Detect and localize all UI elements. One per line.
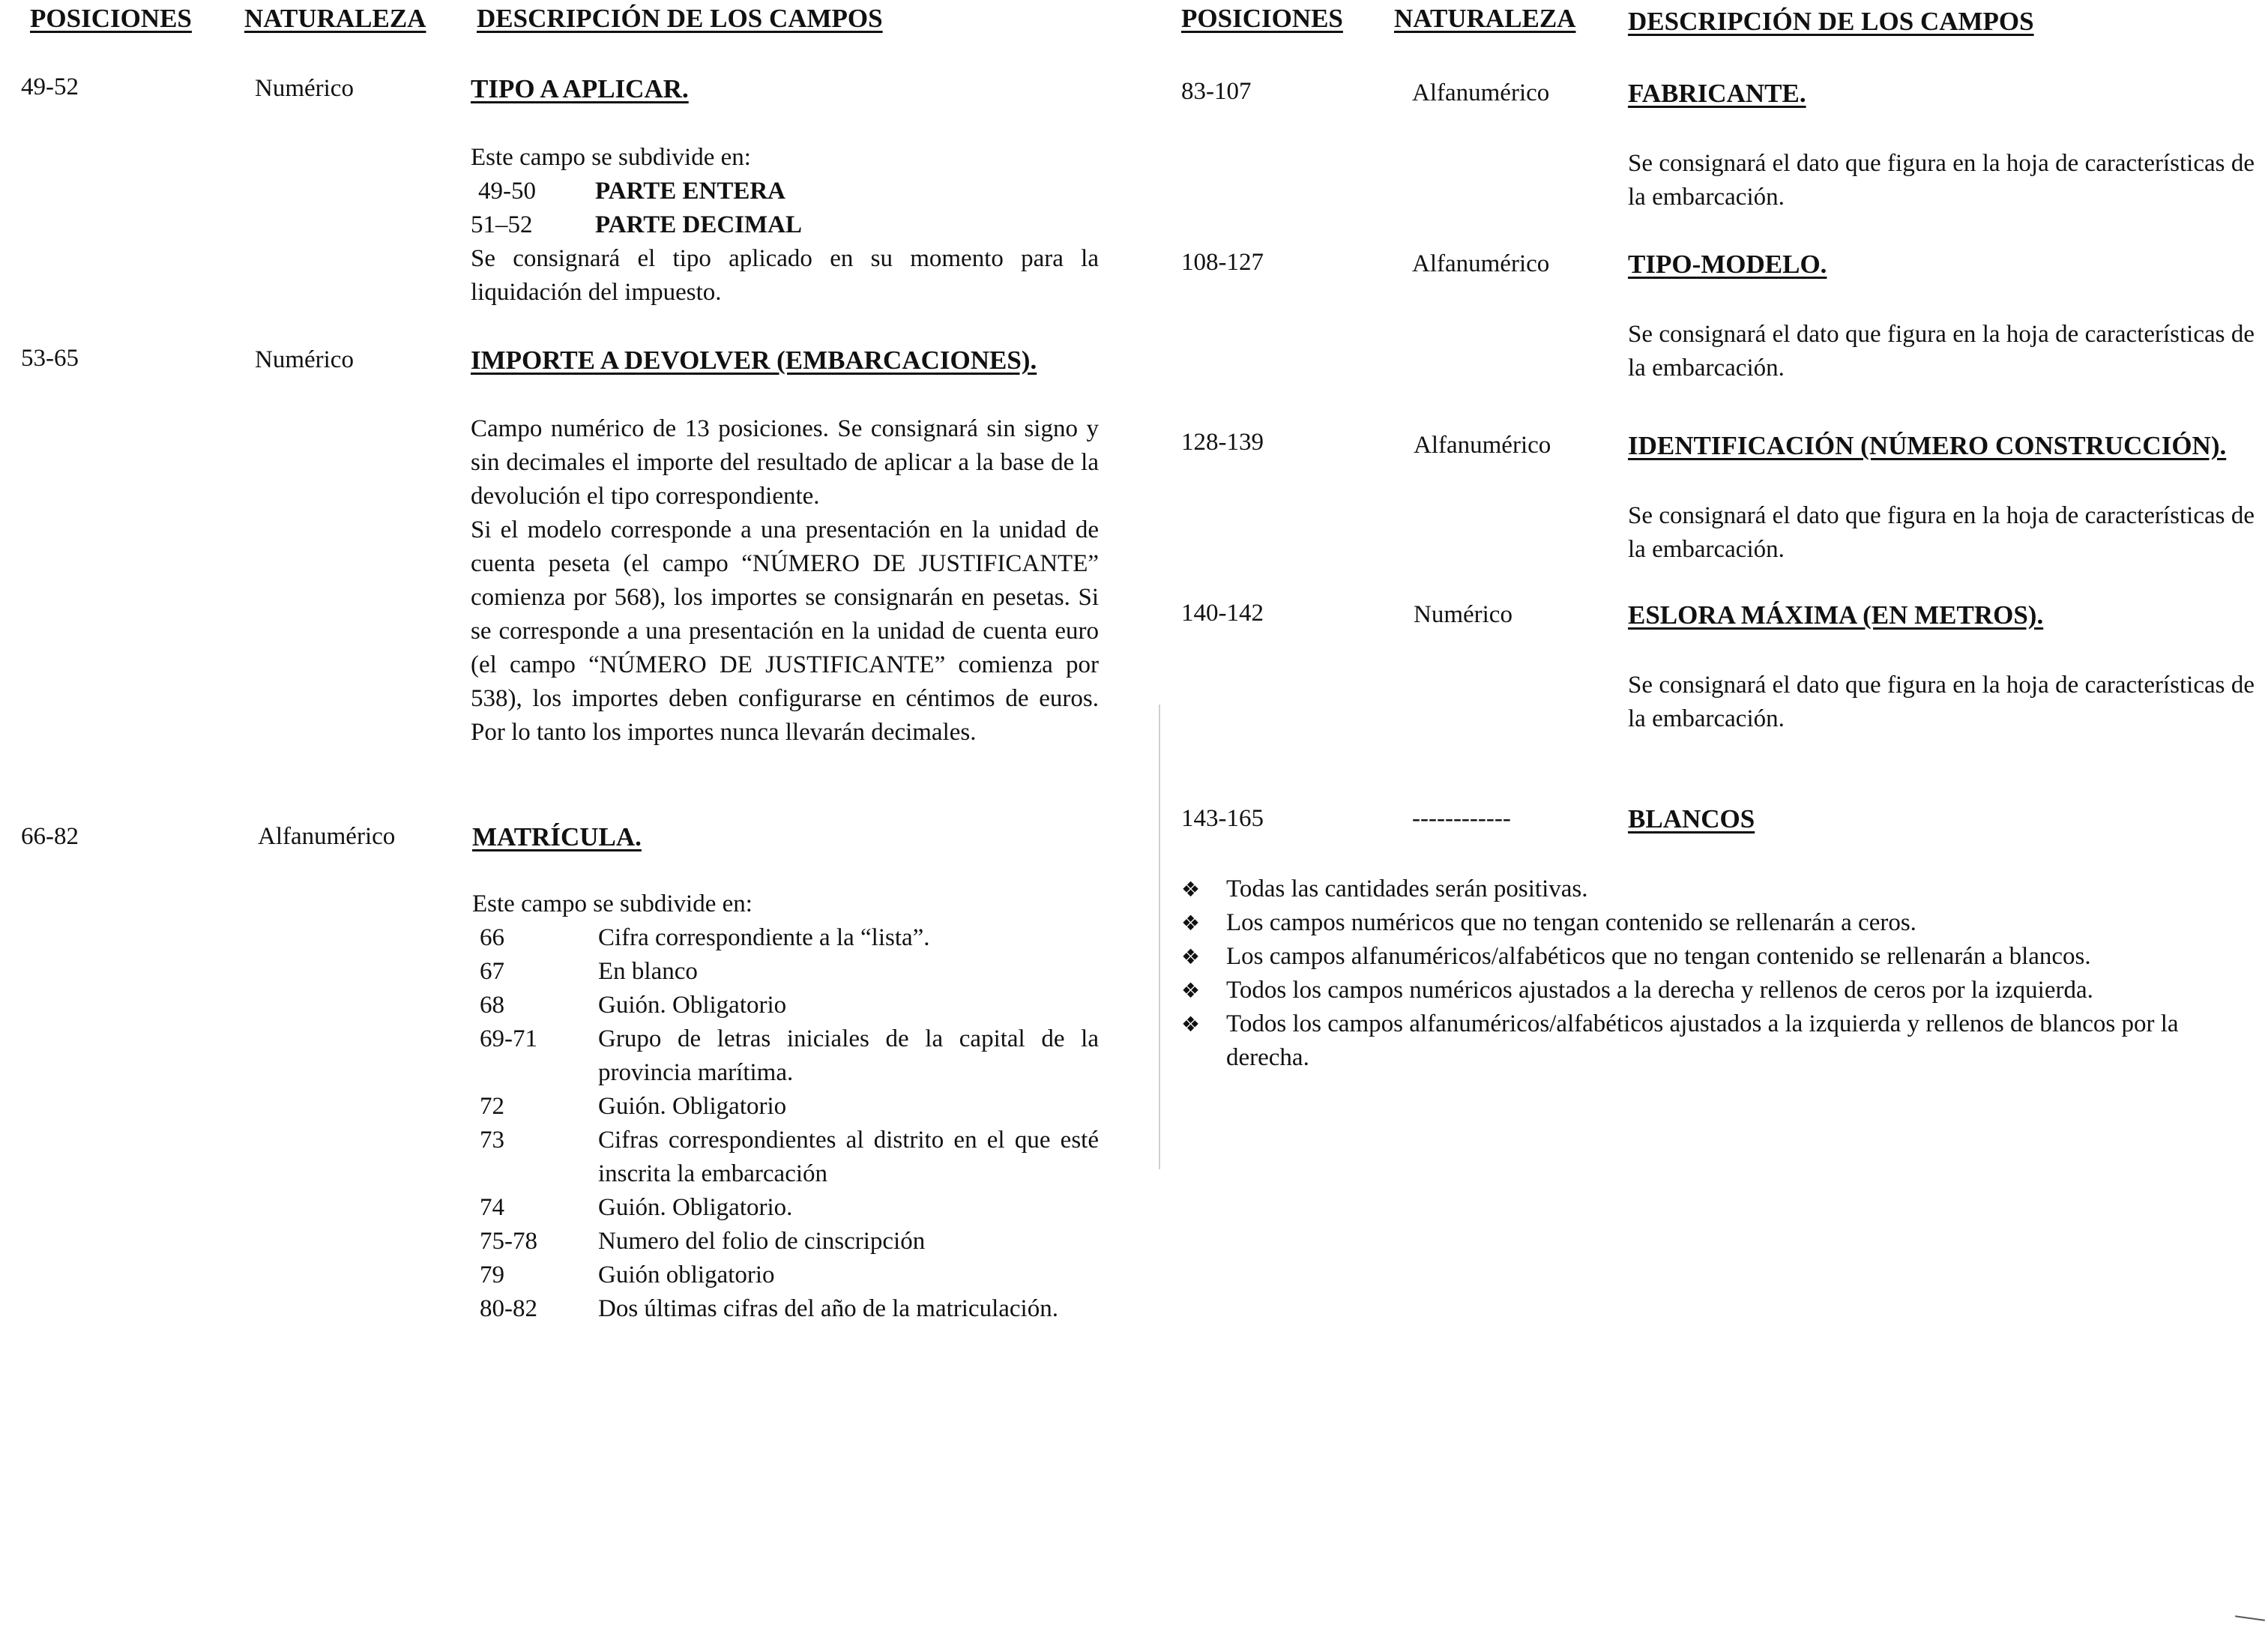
field-description: Se consignará el dato que figura en la hoja de características de la embarcación. <box>1628 502 2255 563</box>
field-positions: 140-142 <box>1181 600 1264 627</box>
field-type: Numérico <box>255 75 354 102</box>
field-type: Alfanumérico <box>1412 250 1550 277</box>
field-title: ESLORA MÁXIMA (EN METROS). <box>1628 600 2044 630</box>
subfield-row: 79 Guión obligatorio <box>480 1261 775 1288</box>
column-divider <box>1159 705 1160 1169</box>
subdivide-intro: Este campo se subdivide en: <box>472 890 753 917</box>
subfield-row: 73 Cifras correspondientes al distrito en el que esté inscrita la embarcación <box>480 1127 1099 1187</box>
header-descripcion: DESCRIPCIÓN DE LOS CAMPOS <box>1628 7 2034 36</box>
field-type: Numérico <box>255 346 354 373</box>
field-type: Numérico <box>1414 601 1512 628</box>
field-description: Se consignará el dato que figura en la hoja de características de la embarcación. <box>1628 150 2255 211</box>
field-type: ------------ <box>1412 805 1511 832</box>
four-diamond-bullet-icon: ❖ <box>1181 944 1201 969</box>
field-positions: 128-139 <box>1181 429 1264 456</box>
four-diamond-bullet-icon: ❖ <box>1181 911 1201 935</box>
field-positions: 108-127 <box>1181 249 1264 276</box>
subfield-row: 66 Cifra correspondiente a la “lista”. <box>480 924 930 951</box>
subfield-row: 74 Guión. Obligatorio. <box>480 1194 793 1221</box>
subfield-row: 80-82 Dos últimas cifras del año de la matriculación. <box>480 1295 1058 1322</box>
header-naturaleza: NATURALEZA <box>244 4 426 33</box>
field-type: Alfanumérico <box>1414 432 1551 459</box>
field-description <box>472 887 1099 1326</box>
four-diamond-bullet-icon: ❖ <box>1181 877 1201 902</box>
field-text-currency: Si el modelo corresponde a una presentación en la unidad de cuenta peseta (el campo “NÚMERO DE JUSTIFICANTE” comienza por 568), los importes se consignarán en pesetas. Si se corresponde a una presentación en la unidad de cuenta euro (el campo “NÚMERO DE JUSTIFICANTE” comienza por 538), los importes deben configurarse en céntimos de euros. Por lo tanto los importes nunca llevarán decimales. <box>471 516 1099 746</box>
field-title: MATRÍCULA. <box>472 822 642 851</box>
notes-list <box>1181 872 2258 1075</box>
subfield-row: 75-78 Numero del folio de cinscripción <box>480 1228 926 1255</box>
field-positions: 53-65 <box>21 345 79 372</box>
field-positions: 66-82 <box>21 823 79 850</box>
subfield-row: 69-71 Grupo de letras iniciales de la capital de la provincia marítima. <box>480 1025 1099 1086</box>
field-positions: 83-107 <box>1181 78 1252 105</box>
field-positions: 143-165 <box>1181 805 1264 832</box>
field-text: Se consignará el tipo aplicado en su momento para la liquidación del impuesto. <box>471 245 1099 306</box>
four-diamond-bullet-icon: ❖ <box>1181 1012 1201 1037</box>
field-description: Se consignará el dato que figura en la hoja de características de la embarcación. <box>1628 672 2255 732</box>
subfield-row: 51–52 PARTE DECIMAL <box>471 211 802 238</box>
field-description <box>471 412 1099 750</box>
note-item: ❖ Todos los campos alfanuméricos/alfabéticos ajustados a la izquierda y rellenos de blancos por la derecha. <box>1181 1007 2258 1075</box>
header-posiciones: POSICIONES <box>1181 4 1343 33</box>
header-descripcion: DESCRIPCIÓN DE LOS CAMPOS <box>477 4 883 33</box>
field-type: Alfanumérico <box>1412 79 1550 106</box>
subfield-row: 67 En blanco <box>480 958 698 985</box>
field-title: FABRICANTE. <box>1628 79 1806 108</box>
four-diamond-bullet-icon: ❖ <box>1181 978 1201 1003</box>
field-title: TIPO-MODELO. <box>1628 250 1827 279</box>
field-text: Campo numérico de 13 posiciones. Se consignará sin signo y sin decimales el importe del resultado de aplicar a la base de la devolución el tipo correspondiente. <box>471 415 1099 510</box>
field-title: IDENTIFICACIÓN (NÚMERO CONSTRUCCIÓN). <box>1628 431 2227 460</box>
field-description <box>471 141 1099 310</box>
header-posiciones: POSICIONES <box>30 4 192 33</box>
field-positions: 49-52 <box>21 73 79 100</box>
header-naturaleza: NATURALEZA <box>1394 4 1576 33</box>
field-title: BLANCOS <box>1628 804 1755 833</box>
subfield-row: 72 Guión. Obligatorio <box>480 1093 787 1120</box>
field-title: IMPORTE A DEVOLVER (EMBARCACIONES). <box>471 346 1037 375</box>
note-item: ❖ Los campos alfanuméricos/alfabéticos que no tengan contenido se rellenarán a blancos. <box>1181 940 2258 974</box>
subfield-table <box>472 921 1099 1326</box>
scan-mark <box>2235 1615 2265 1621</box>
subfield-row: 49-50 PARTE ENTERA <box>478 178 786 205</box>
subfield-row: 68 Guión. Obligatorio <box>480 992 787 1019</box>
subdivide-intro: Este campo se subdivide en: <box>471 144 751 171</box>
note-item: ❖ Los campos numéricos que no tengan contenido se rellenarán a ceros. <box>1181 906 2258 940</box>
note-item: ❖ Todos los campos numéricos ajustados a la derecha y rellenos de ceros por la izquierda. <box>1181 974 2258 1007</box>
field-type: Alfanumérico <box>258 823 396 850</box>
note-item: ❖ Todas las cantidades serán positivas. <box>1181 872 2258 906</box>
field-description: Se consignará el dato que figura en la hoja de características de la embarcación. <box>1628 321 2255 382</box>
field-title: TIPO A APLICAR. <box>471 74 689 103</box>
